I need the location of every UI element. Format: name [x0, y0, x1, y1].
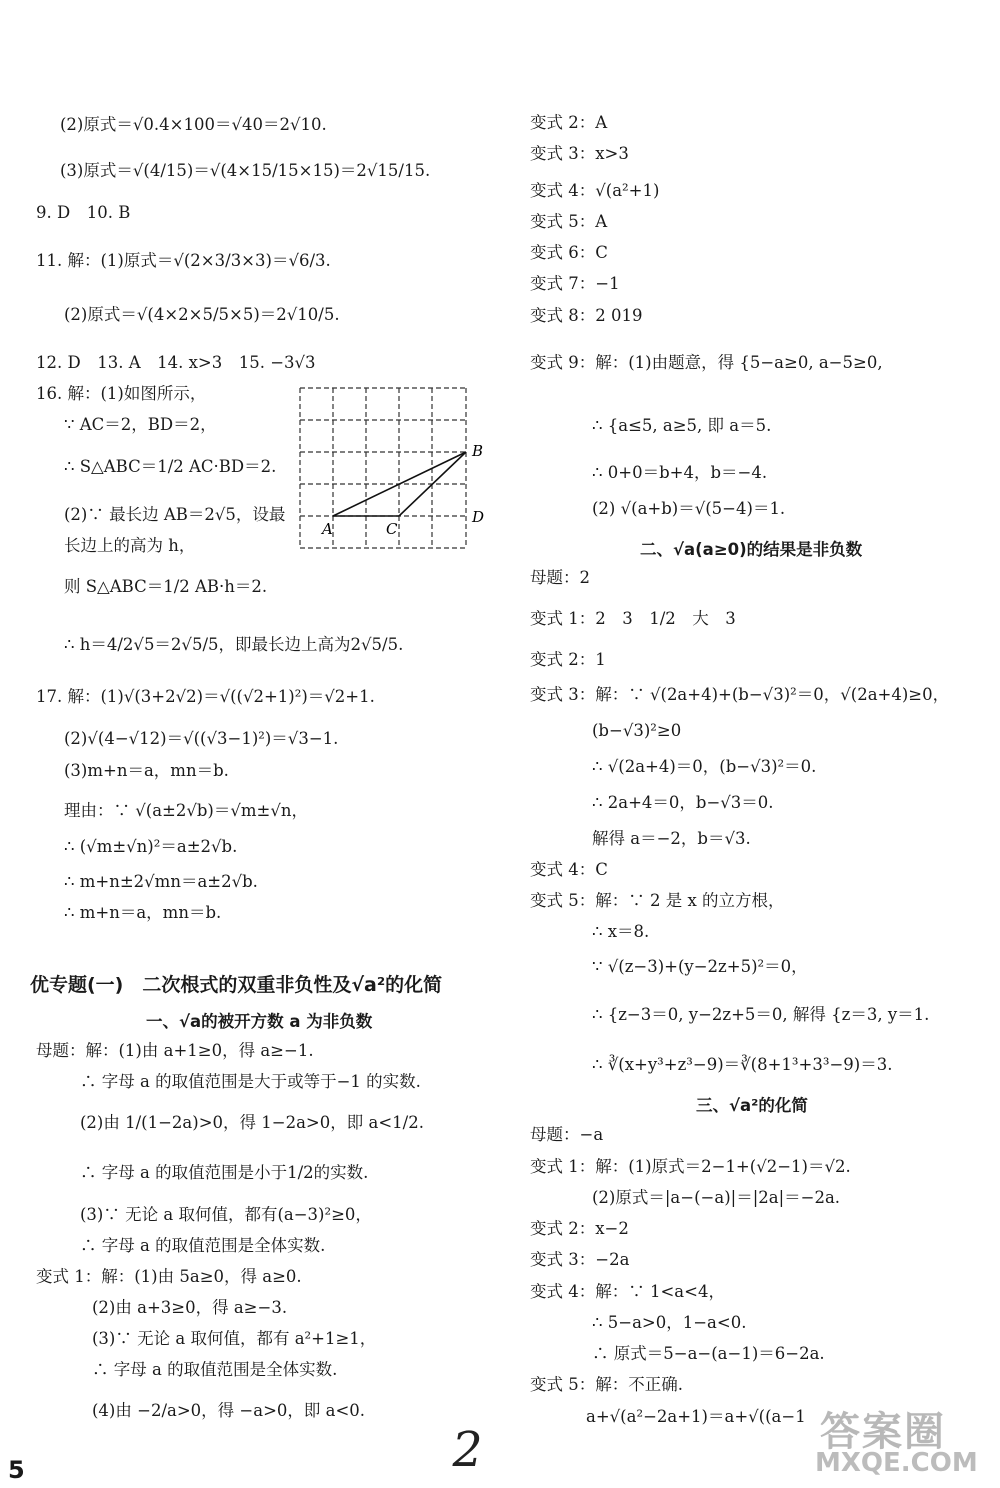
- page-number: 5: [8, 1456, 25, 1484]
- right-column-line: 变式 1：解：(1)原式＝2−1+(√2−1)＝√2.: [530, 1157, 851, 1176]
- watermark-logo: 答案圈: [820, 1409, 946, 1455]
- right-column-line: 变式 5：解：∵ 2 是 x 的立方根，: [530, 891, 785, 910]
- left-column-line: ∴ h＝4/2√5＝2√5/5，即最长边上高为2√5/5.: [64, 635, 404, 654]
- left-column-line: (2)√(4−√12)＝√((√3−1)²)＝√3−1.: [64, 729, 339, 748]
- left-column-line: (3)∵ 无论 a 取何值，都有(a−3)²≥0，: [80, 1205, 372, 1224]
- left-column-line: (3)原式＝√(4/15)＝√(4×15/15×15)＝2√15/15.: [60, 161, 431, 180]
- subsection-3-heading: 三、√a²的化简: [696, 1096, 808, 1115]
- right-column-line: 变式 3：−2a: [530, 1250, 630, 1269]
- left-column-line: 长边上的高为 h，: [64, 536, 196, 555]
- right-column-line: 变式 3：解：∵ √(2a+4)+(b−√3)²＝0，√(2a+4)≥0，: [530, 685, 950, 704]
- right-column-line: 变式 4：解：∵ 1<a<4，: [530, 1282, 725, 1301]
- label-d: D: [472, 508, 485, 526]
- section-title: 优专题(一) 二次根式的双重非负性及√a²的化简: [30, 974, 443, 996]
- grid-figure: [298, 386, 498, 556]
- left-column-line: ∴ 字母 a 的取值范围是全体实数.: [80, 1236, 326, 1255]
- right-column-line: 变式 2：1: [530, 650, 606, 669]
- left-column-line: ∴ (√m±√n)²＝a±2√b.: [64, 837, 238, 856]
- right-column-line: 变式 2：x−2: [530, 1219, 629, 1238]
- right-column-line: 变式 6：C: [530, 243, 608, 262]
- left-column-line: 16. 解：(1)如图所示，: [36, 384, 207, 403]
- right-column-line: 解得 a＝−2，b＝√3.: [592, 829, 751, 848]
- right-column-line: 变式 5：解：不正确.: [530, 1375, 683, 1394]
- left-column-line: (2)原式＝√(4×2×5/5×5)＝2√10/5.: [64, 305, 340, 324]
- left-column-line: ∴ m+n＝a，mn＝b.: [64, 903, 222, 922]
- label-a: A: [322, 520, 333, 538]
- left-column-line: (3)m+n＝a，mn＝b.: [64, 761, 229, 780]
- left-column-line: 11. 解：(1)原式＝√(2×3/3×3)＝√6/3.: [36, 251, 331, 270]
- watermark-url: MXQE.COM: [815, 1448, 978, 1478]
- left-column-line: 变式 1：解：(1)由 5a≥0，得 a≥0.: [36, 1267, 302, 1286]
- right-column-line: 变式 1：2 3 1/2 大 3: [530, 609, 736, 628]
- right-column-line: 变式 4：√(a²+1): [530, 181, 660, 200]
- right-column-line: 变式 7：−1: [530, 274, 620, 293]
- right-column-line: a+√(a²−2a+1)＝a+√((a−1: [586, 1407, 806, 1426]
- right-column-line: 变式 8：2 019: [530, 306, 643, 325]
- left-column-line: 则 S△ABC＝1/2 AB·h＝2.: [64, 577, 268, 596]
- right-column-line: ∴ {a≤5, a≥5, 即 a＝5.: [592, 416, 772, 435]
- subsection-2-heading: 二、√a(a≥0)的结果是非负数: [640, 540, 863, 559]
- right-column-line: 变式 5：A: [530, 212, 608, 231]
- left-column-line: (2)由 1/(1−2a)>0，得 1−2a>0，即 a<1/2.: [80, 1113, 424, 1132]
- right-column-line: ∴ 原式＝5−a−(a−1)＝6−2a.: [592, 1344, 825, 1363]
- left-column-line: (3)∵ 无论 a 取何值，都有 a²+1≥1，: [92, 1329, 377, 1348]
- left-column-line: (2)原式＝√0.4×100＝√40＝2√10.: [60, 115, 327, 134]
- right-column-line: ∴ ∛(x+y³+z³−9)＝∛(8+1³+3³−9)＝3.: [592, 1055, 893, 1074]
- label-b: B: [472, 442, 484, 460]
- left-column-line: 12. D 13. A 14. x>3 15. −3√3: [36, 353, 316, 372]
- right-column-line: 变式 2：A: [530, 113, 608, 132]
- subsection-1-heading: 一、√a的被开方数 a 为非负数: [146, 1012, 373, 1031]
- right-column-line: 母题：2: [530, 568, 590, 587]
- right-column-line: ∴ {z−3＝0, y−2z+5＝0, 解得 {z＝3, y＝1.: [592, 1005, 930, 1024]
- left-column-line: ∴ 字母 a 的取值范围是小于1/2的实数.: [80, 1163, 369, 1182]
- right-column-line: 母题：−a: [530, 1125, 604, 1144]
- right-column-line: 变式 4：C: [530, 860, 608, 879]
- right-column-line: (2) √(a+b)＝√(5−4)＝1.: [592, 499, 786, 518]
- handwritten-mark: 2: [447, 1422, 488, 1478]
- right-column-line: ∴ 2a+4＝0，b−√3＝0.: [592, 793, 774, 812]
- right-column-line: (2)原式＝|a−(−a)|＝|2a|＝−2a.: [592, 1188, 841, 1207]
- left-column-line: 9. D 10. B: [36, 203, 131, 222]
- right-column-line: 变式 9：解：(1)由题意，得 {5−a≥0, a−5≥0,: [530, 353, 883, 372]
- left-column-line: 17. 解：(1)√(3+2√2)＝√((√2+1)²)＝√2+1.: [36, 687, 375, 706]
- left-column-line: ∵ AC＝2，BD＝2，: [64, 415, 217, 434]
- left-column-line: ∴ m+n±2√mn＝a±2√b.: [64, 872, 258, 891]
- left-column-line: ∴ S△ABC＝1/2 AC·BD＝2.: [64, 457, 277, 476]
- right-column-line: ∴ x＝8.: [592, 922, 650, 941]
- left-column-line: 理由：∵ √(a±2√b)＝√m±√n，: [64, 801, 308, 820]
- left-column-line: ∴ 字母 a 的取值范围是全体实数.: [92, 1360, 338, 1379]
- right-column-line: 变式 3：x>3: [530, 144, 629, 163]
- left-column-line: ∴ 字母 a 的取值范围是大于或等于−1 的实数.: [80, 1072, 421, 1091]
- right-column-line: ∵ √(z−3)+(y−2z+5)²＝0，: [592, 957, 808, 976]
- left-column-line: (2)由 a+3≥0，得 a≥−3.: [92, 1298, 288, 1317]
- watermark: [790, 1400, 995, 1485]
- right-column-line: ∴ 0+0＝b+4，b＝−4.: [592, 463, 768, 482]
- right-column-line: ∴ √(2a+4)＝0，(b−√3)²＝0.: [592, 757, 817, 776]
- right-column-line: (b−√3)²≥0: [592, 721, 682, 740]
- left-column-line: 母题：解：(1)由 a+1≥0，得 a≥−1.: [36, 1041, 314, 1060]
- label-c: C: [386, 520, 398, 538]
- right-column-line: ∴ 5−a>0，1−a<0.: [592, 1313, 747, 1332]
- left-column-line: (4)由 −2/a>0，得 −a>0，即 a<0.: [92, 1401, 366, 1420]
- left-column-line: (2)∵ 最长边 AB＝2√5，设最: [64, 505, 286, 524]
